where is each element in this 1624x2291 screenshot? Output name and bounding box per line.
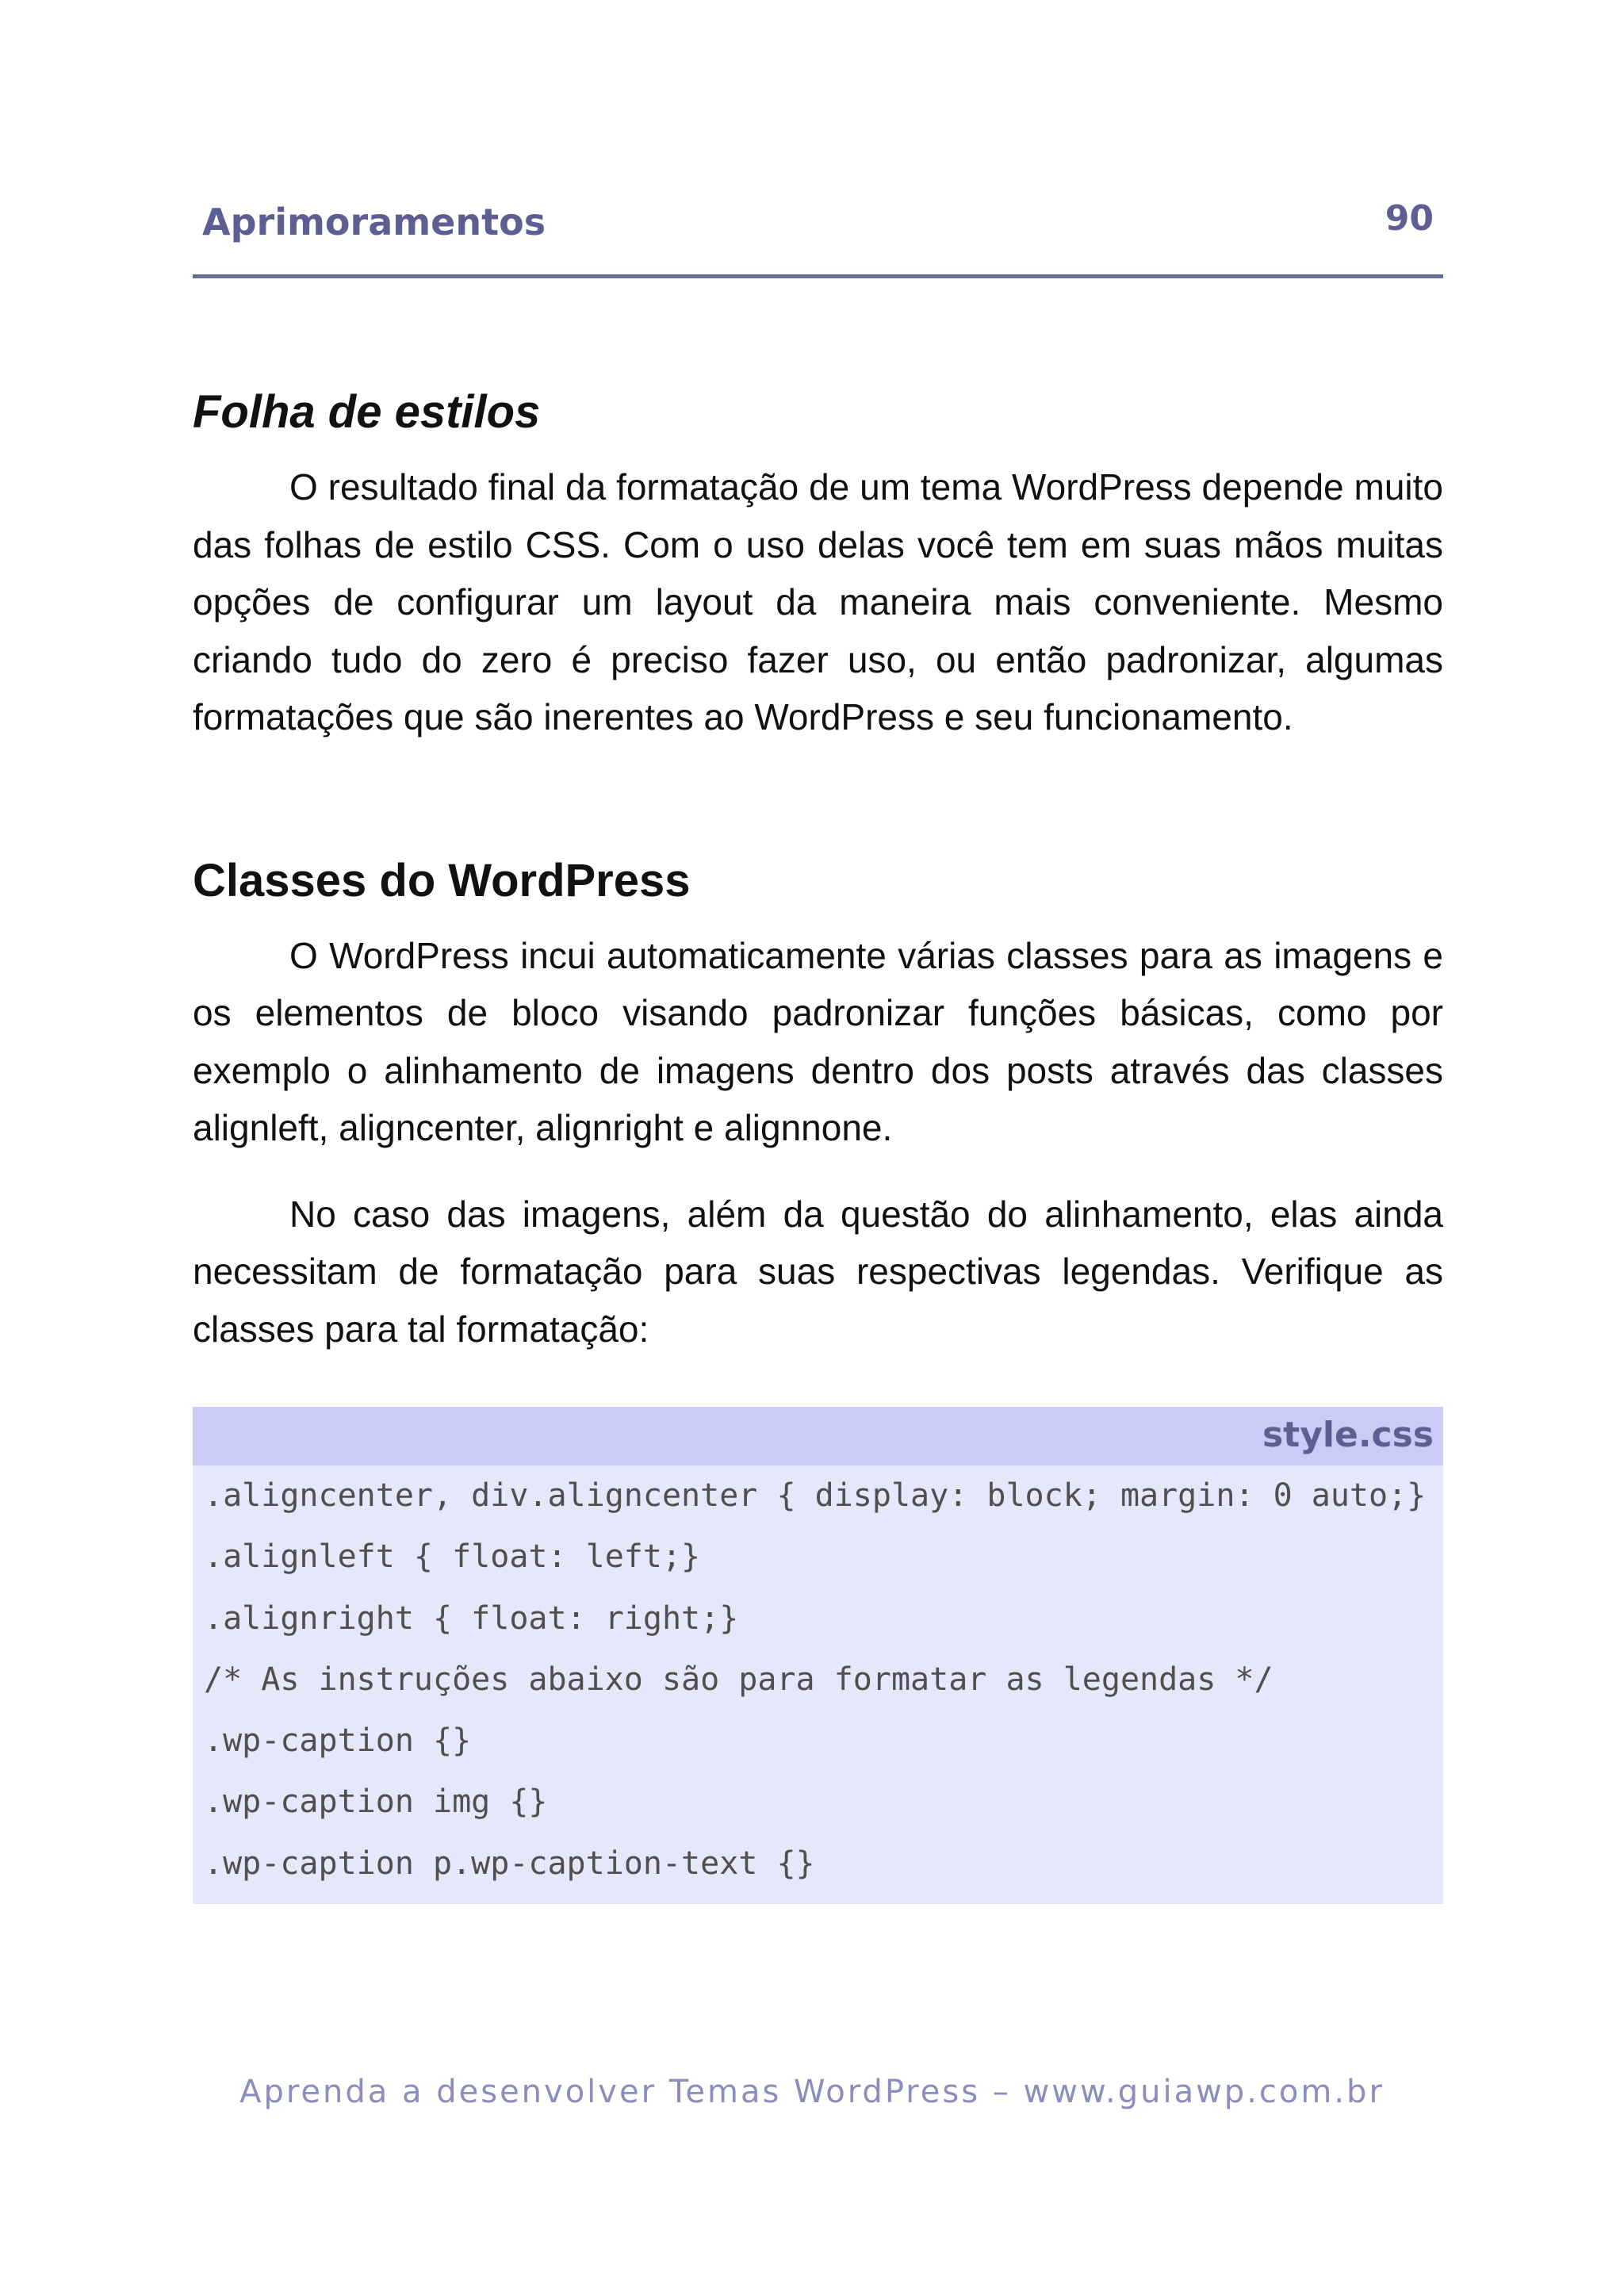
code-line: .alignleft { float: left;} <box>204 1538 701 1576</box>
paragraph: O WordPress incui automaticamente várias classes para as imagens e os elementos de bloco visando padronizar funções básicas, como por exemplo o alinhamento de imagens dentro dos posts através das classes alignleft, aligncenter, alignright e alignnone. <box>193 934 1443 1148</box>
section-heading-classes-do-wordpress: Classes do WordPress <box>193 854 691 906</box>
paragraph: O resultado final da formatação de um tema WordPress depende muito das folhas de estilo CSS. Com o uso delas você tem em suas mãos muitas opções de configurar um layout da maneira mais conveniente. Mesmo criando tudo do zero é preciso fazer uso, ou então padronizar, algumas formatações que são inerentes ao WordPress e seu funcionamento. <box>193 466 1443 737</box>
page-content <box>193 381 1443 1904</box>
code-lines <box>193 1465 1443 1904</box>
code-block <box>193 1407 1443 1904</box>
code-block-header <box>193 1407 1443 1465</box>
paragraph: No caso das imagens, além da questão do alinhamento, elas ainda necessitam de formatação para suas respectivas legendas. Verifique as classes para tal formatação: <box>193 1193 1443 1350</box>
code-line: .wp-caption img {} <box>204 1783 548 1821</box>
chapter-title: Aprimoramentos <box>202 201 546 243</box>
code-line: .wp-caption {} <box>204 1722 472 1760</box>
code-line: .aligncenter, div.aligncenter { display: block; margin: 0 auto;} <box>204 1477 1427 1514</box>
page-footer: Aprenda a desenvolver Temas WordPress – www.guiawp.com.br <box>239 2074 1385 2110</box>
code-comment-line: /* As instruções abaixo são para formatar as legendas */ <box>204 1661 1274 1698</box>
code-filename: style.css <box>1262 1415 1434 1455</box>
section-spacer <box>193 746 1443 849</box>
code-line: .alignright { float: right;} <box>204 1599 739 1637</box>
page-number: 90 <box>1385 198 1434 239</box>
code-line: .wp-caption p.wp-caption-text {} <box>204 1845 815 1882</box>
section-heading-folha-de-estilos: Folha de estilos <box>193 386 541 438</box>
page-header <box>193 198 1443 278</box>
